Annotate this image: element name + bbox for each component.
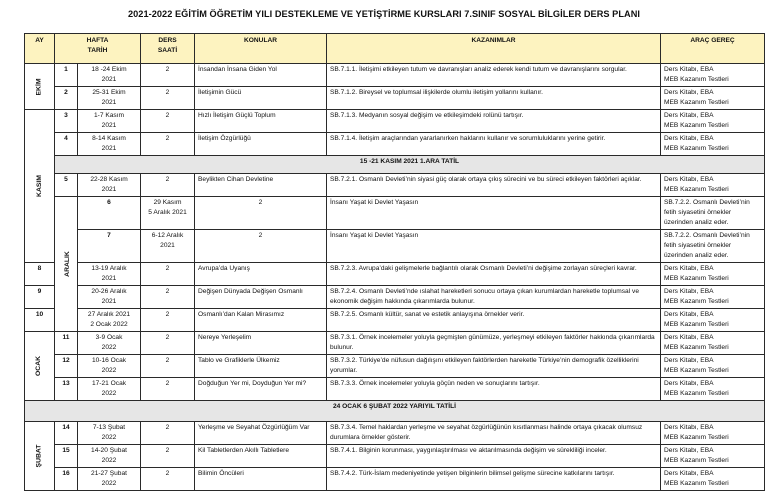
lesson-hours: 2 [141,355,195,378]
week-number: 11 [55,332,78,355]
holiday-label: 15 -21 KASIM 2021 1.ARA TATİL [55,156,765,174]
tools [661,133,765,156]
table-row [25,263,765,286]
week-date-line1: 7-13 Şubat [92,424,126,431]
tools-line1: Ders Kitabı, EBA [664,447,714,454]
week-number: 14 [55,422,78,445]
week-number: 12 [55,355,78,378]
outcome: SB.7.3.2. Türkiye’de nüfusun dağılışını etkileyen faktörlerden hareketle Türkiye’nin demografik özelliklerini yorumlar. [327,355,661,378]
lesson-hours: 2 [195,197,327,230]
lesson-hours: 2 [141,133,195,156]
header-arac-gerec: ARAÇ GEREÇ [661,34,765,64]
week-date-line2: 2022 [101,367,117,374]
tools-line2: MEB Kazanım Testleri [664,275,729,282]
table-row [25,64,765,87]
week-date [78,64,141,87]
week-date-line2: 2021 [160,242,175,249]
topic: Nereye Yerleşelim [195,332,327,355]
week-date [78,87,141,110]
page-title: 2021-2022 EĞİTİM ÖĞRETİM YILI DESTEKLEME VE YETİŞTİRME KURSLARI 7.SINIF SOSYAL BİLGİLER DERS PLANI [127,9,640,19]
lesson-hours: 2 [141,378,195,401]
tools-line2: MEB Kazanım Testleri [664,186,729,193]
week-date-line1: 1-7 Kasım [93,112,125,119]
topic: Osmanlı’dan Kalan Mirasımız [195,309,327,332]
week-number: 5 [55,174,78,197]
table-row [25,332,765,355]
tools-line2: MEB Kazanım Testleri [664,99,729,106]
tools [661,309,765,332]
month-label: KASIM [35,175,43,197]
tools [661,422,765,445]
tools-line2: MEB Kazanım Testleri [664,344,729,351]
month-label: EKİM [35,78,43,95]
table-row [25,468,765,491]
week-date [78,378,141,401]
tools-line1: Ders Kitabı, EBA [664,380,714,387]
month-cell [25,110,55,263]
tools-line1: Ders Kitabı, EBA [664,424,714,431]
week-date-line1: 29 Kasım [153,199,182,206]
tools-line1: Ders Kitabı, EBA [664,112,714,119]
week-date-line1: 27 Aralık 2021 [87,311,131,318]
week-date-line2: 2022 [101,434,117,441]
tools-line2: MEB Kazanım Testleri [664,457,729,464]
week-number: 13 [55,378,78,401]
lesson-hours: 2 [141,64,195,87]
tools [661,286,765,309]
holiday-row [25,156,765,174]
tools-line2: MEB Kazanım Testleri [664,76,729,83]
table-row [25,445,765,468]
month-label: ŞUBAT [35,444,43,468]
week-date [78,263,141,286]
table-row [25,174,765,197]
week-number: 16 [55,468,78,491]
month-cell [25,422,55,491]
tools [661,378,765,401]
week-date-line2: 2022 [101,480,117,487]
week-date [78,309,141,332]
week-date-line2: 2021 [101,145,117,152]
lesson-hours: 2 [141,110,195,133]
topic: Beylikten Cihan Devletine [195,174,327,197]
tools [661,468,765,491]
lesson-hours: 2 [141,422,195,445]
week-number: 7 [78,230,141,263]
week-date-line2: 2022 [101,344,117,351]
tools-line1: Ders Kitabı, EBA [664,470,714,477]
week-number: 4 [55,133,78,156]
week-number: 1 [55,64,78,87]
outcome: SB.7.3.3. Örnek incelemeler yoluyla göçün neden ve sonuçlarını tartışır. [327,378,661,401]
topic: Tablo ve Grafiklerle Ülkemiz [195,355,327,378]
week-date [78,468,141,491]
table-row [25,286,765,309]
lesson-plan-table [24,33,765,491]
tools [661,332,765,355]
week-date-line1: 13-19 Aralık [91,265,127,272]
outcome: SB.7.2.4. Osmanlı Devleti’nde ıslahat hareketleri sonucu ortaya çıkan kurumlardan hareketle toplumsal ve ekonomik değişim hakkında çıkarımlarda bulunur. [327,286,661,309]
table-row [25,133,765,156]
lesson-hours: 2 [195,230,327,263]
week-date-line1: 10-16 Ocak [91,357,127,364]
tools-line1: Ders Kitabı, EBA [664,66,714,73]
header-ders-line2: SAATİ [157,47,178,54]
outcome: SB.7.2.1. Osmanlı Devleti’nin siyasi güç olarak ortaya çıkış sürecini ve bu süreci etkileyen faktörleri açıklar. [327,174,661,197]
tools-line2: MEB Kazanım Testleri [664,390,729,397]
lesson-hours: 2 [141,309,195,332]
week-date-line2: 2022 [101,457,117,464]
week-date-line1: 18 -24 Ekim [91,66,127,73]
tools-line2: MEB Kazanım Testleri [664,367,729,374]
week-date-line1: 14-20 Şubat [91,447,127,454]
lesson-hours: 2 [141,286,195,309]
tools-line2: MEB Kazanım Testleri [664,145,729,152]
week-date-line2: 2022 [101,390,117,397]
tools [661,64,765,87]
holiday-label: 24 OCAK 6 ŞUBAT 2022 YARIYIL TATİLİ [25,401,765,422]
tools-line1: Ders Kitabı, EBA [664,265,714,272]
tools-line1: Ders Kitabı, EBA [664,176,714,183]
lesson-hours: 2 [141,468,195,491]
week-date-line2: 5 Aralık 2021 [148,209,187,216]
topic: Hızlı İletişim Güçlü Toplum [195,110,327,133]
week-date [78,286,141,309]
month-cell [25,64,55,110]
week-date-line1: 20-26 Aralık [91,288,127,295]
tools-line2: MEB Kazanım Testleri [664,321,729,328]
tools [661,110,765,133]
table-row [25,422,765,445]
week-date-line1: 17-21 Ocak [91,380,127,387]
topic: Yerleşme ve Seyahat Özgürlüğüm Var [195,422,327,445]
holiday-row [25,401,765,422]
week-date [141,230,195,263]
week-date [78,445,141,468]
week-number: 15 [55,445,78,468]
week-number: 9 [25,286,55,309]
lesson-hours: 2 [141,174,195,197]
tools-line1: Ders Kitabı, EBA [664,288,714,295]
tools [661,355,765,378]
month-cell [55,197,78,332]
table-row [25,355,765,378]
tools [661,174,765,197]
week-number: 3 [55,110,78,133]
week-date-line1: 6-12 Aralık [151,232,184,239]
week-date-line2: 2021 [101,298,117,305]
table-row [25,87,765,110]
week-number: 8 [25,263,55,286]
week-date-line2: 2021 [101,99,117,106]
header-konular: KONULAR [195,34,327,64]
week-date-line2: 2021 [101,275,117,282]
topic: Değişen Dünyada Değişen Osmanlı [195,286,327,309]
table-row [25,197,765,230]
topic: İletişimin Gücü [195,87,327,110]
outcome: SB.7.2.5. Osmanlı kültür, sanat ve estetik anlayışına örnekler verir. [327,309,661,332]
table-row [25,378,765,401]
week-date [78,174,141,197]
table-row [25,309,765,332]
week-number: 2 [55,87,78,110]
month-label: ARALIK [63,251,71,277]
week-date [78,133,141,156]
outcome: SB.7.1.3. Medyanın sosyal değişim ve etkileşimdeki rolünü tartışır. [327,110,661,133]
outcome: SB.7.2.2. Osmanlı Devleti’nin fetih siyasetini örnekler üzerinden analiz eder. [661,230,765,263]
week-date-line1: 8-14 Kasım [92,135,126,142]
week-date-line1: 21-27 Şubat [91,470,127,477]
month-cell [25,332,55,401]
topic: Doğduğun Yer mi, Doyduğun Yer mi? [195,378,327,401]
week-date-line1: 22-28 Kasım [90,176,128,183]
lesson-hours: 2 [141,263,195,286]
month-label: OCAK [35,355,43,377]
outcome: SB.7.4.1. Bilginin korunması, yaygınlaştırılması ve aktarılmasında değişim ve sürekliliği inceler. [327,445,661,468]
table-row [25,110,765,133]
week-date [78,110,141,133]
week-date-line2: 2021 [101,186,117,193]
week-date-line2: 2021 [101,76,117,83]
week-date-line1: 25-31 Ekim [92,89,126,96]
lesson-hours: 2 [141,87,195,110]
outcome: SB.7.3.1. Örnek incelemeler yoluyla geçmişten günümüze, yerleşmeyi etkileyen faktörler hakkında çıkarımlarda bulunur. [327,332,661,355]
header-hafta-line2: TARİH [87,47,108,54]
tools-line1: Ders Kitabı, EBA [664,89,714,96]
week-date-line2: 2 Ocak 2022 [90,321,128,328]
week-date-line2: 2021 [101,122,117,129]
outcome: SB.7.2.3. Avrupa’daki gelişmelerle bağlantılı olarak Osmanlı Devleti’ni değişime zorlayan süreçleri kavrar. [327,263,661,286]
topic: Kil Tabletlerden Akıllı Tabletlere [195,445,327,468]
lesson-hours: 2 [141,332,195,355]
table-header-row [25,34,765,64]
week-date [141,197,195,230]
tools-line2: MEB Kazanım Testleri [664,480,729,487]
tools-line2: MEB Kazanım Testleri [664,434,729,441]
topic: İnsanı Yaşat ki Devlet Yaşasın [327,230,661,263]
tools [661,87,765,110]
header-hafta-line1: HAFTA [86,37,109,44]
outcome: SB.7.3.4. Temel haklardan yerleşme ve seyahat özgürlüğünün kısıtlanması halinde ortaya çıkacak olumsuz durumlara örnekler gösterir. [327,422,661,445]
tools-line1: Ders Kitabı, EBA [664,334,714,341]
topic: Bilimin Öncüleri [195,468,327,491]
header-ders-saati [141,34,195,64]
topic: İletişim Özgürlüğü [195,133,327,156]
outcome: SB.7.1.1. İletişimi etkileyen tutum ve davranışları analiz ederek kendi tutum ve davranışlarını sorgular. [327,64,661,87]
week-date [78,422,141,445]
week-date [78,355,141,378]
tools-line1: Ders Kitabı, EBA [664,357,714,364]
tools-line2: MEB Kazanım Testleri [664,298,729,305]
lesson-hours: 2 [141,445,195,468]
table-row [25,230,765,263]
topic: İnsandan İnsana Giden Yol [195,64,327,87]
topic: İnsanı Yaşat ki Devlet Yaşasın [327,197,661,230]
outcome: SB.7.1.2. Bireysel ve toplumsal ilişkilerde olumlu iletişim yollarını kullanır. [327,87,661,110]
tools-line2: MEB Kazanım Testleri [664,122,729,129]
outcome: SB.7.1.4. İletişim araçlarından yararlanırken haklarını kullanır ve sorumluluklarını yerine getirir. [327,133,661,156]
header-hafta [55,34,141,64]
week-date [78,332,141,355]
week-number: 6 [78,197,141,230]
header-kazanimlar: KAZANIMLAR [327,34,661,64]
topic: Avrupa’da Uyanış [195,263,327,286]
tools [661,263,765,286]
tools-line1: Ders Kitabı, EBA [664,311,714,318]
outcome: SB.7.2.2. Osmanlı Devleti’nin fetih siyasetini örnekler üzerinden analiz eder. [661,197,765,230]
outcome: SB.7.4.2. Türk-İslam medeniyetinde yetişen bilginlerin bilimsel gelişme sürecine katkılarını tartışır. [327,468,661,491]
header-ay: AY [25,34,55,64]
week-number: 10 [25,309,55,332]
tools-line1: Ders Kitabı, EBA [664,135,714,142]
week-date-line1: 3-9 Ocak [95,334,123,341]
tools [661,445,765,468]
header-ders-line1: DERS [158,37,177,44]
